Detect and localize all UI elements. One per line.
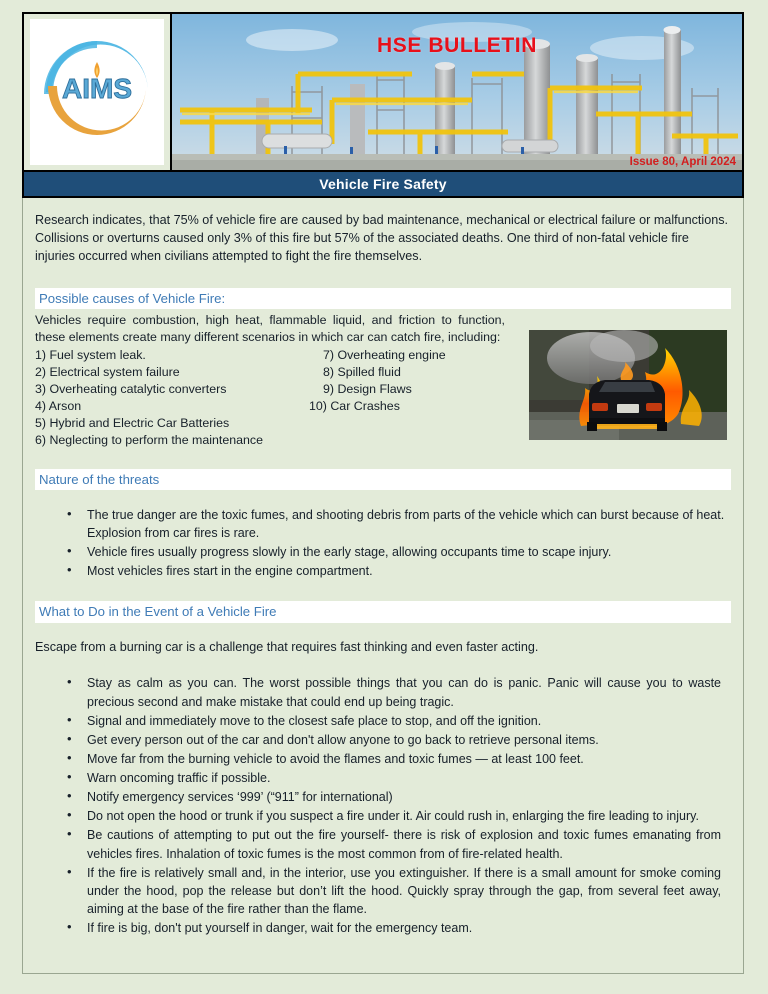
- cause-item: 6) Neglecting to perform the maintenance: [35, 432, 263, 447]
- cause-row: [35, 415, 530, 432]
- cause-item: 8) Spilled fluid: [323, 364, 401, 379]
- aims-logo: [30, 19, 164, 165]
- cause-item: 9) Design Flaws: [323, 381, 412, 396]
- action-bullet: • If the fire is relatively small and, in the interior, use you extinguisher. If there is a small amount for smoke coming under the hood, pop the release but don’t lift the hood. Quickly spray through the gap, from several feet away, aiming at the base of the fire rather than the flame.: [87, 864, 731, 918]
- burning-car-image: [529, 330, 727, 440]
- banner-title: HSE BULLETIN: [376, 34, 538, 57]
- action-bullet: • Warn oncoming traffic if possible.: [87, 769, 731, 787]
- action-bullet: • Move far from the burning vehicle to avoid the flames and toxic fumes — at least 100 feet.: [87, 750, 731, 768]
- causes-block: [35, 312, 731, 449]
- issue-label: Issue 80, April 2024: [629, 156, 736, 168]
- document-header: [22, 12, 744, 172]
- burning-car-icon: [529, 330, 727, 440]
- cause-row: [35, 364, 530, 381]
- action-bullet: • If fire is big, don't put yourself in danger, wait for the emergency team.: [87, 919, 731, 937]
- action-bullet: • Do not open the hood or trunk if you suspect a fire under it. Air could rush in, enlarging the fire leading to injury.: [87, 807, 731, 825]
- cause-item: 1) Fuel system leak.: [35, 347, 146, 362]
- threat-bullet: • The true danger are the toxic fumes, and shooting debris from parts of the vehicle which can burst because of heat. Explosion from car fires is rare.: [87, 506, 731, 542]
- cause-item: 5) Hybrid and Electric Car Batteries: [35, 415, 230, 430]
- action-bullet: • Be cautions of attempting to put out the fire yourself- there is risk of explosion and toxic fumes emanating from vehicles fires. Inhalation of toxic fumes is the most common from of fire-related health.: [87, 826, 731, 862]
- action-bullet: • Stay as calm as you can. The worst possible things that you can do is panic. Panic will cause you to waste precious second and make mistake that could end up being tragic.: [87, 674, 731, 710]
- cause-row: [35, 398, 530, 415]
- threat-bullet: • Vehicle fires usually progress slowly in the early stage, allowing occupants time to scape injury.: [87, 543, 731, 561]
- cause-item: 4) Arson: [35, 398, 82, 413]
- cause-item: 10) Car Crashes: [309, 398, 400, 413]
- action-bullet: • Notify emergency services ‘999’ (“911” for international): [87, 788, 731, 806]
- aims-logo-icon: [34, 26, 160, 158]
- cause-item: 2) Electrical system failure: [35, 364, 180, 379]
- intro-paragraph: Research indicates, that 75% of vehicle fire are caused by bad maintenance, mechanical or electrical failure or malfunctions. Collisions or overturns caused only 3% of this fire but 57% of the associated deaths. One third of non-fatal vehicle fire injuries occurred when civilians attempted to fight the fire themselves.: [35, 213, 729, 263]
- causes-text-block: [35, 312, 530, 449]
- section-heading-possible-causes: Possible causes of Vehicle Fire:: [35, 288, 731, 309]
- cause-item: 3) Overheating catalytic converters: [35, 381, 227, 396]
- cause-item: 7) Overheating engine: [323, 347, 446, 362]
- cause-row: [35, 432, 530, 449]
- action-bullet: • Signal and immediately move to the closest safe place to stop, and off the ignition.: [87, 712, 731, 730]
- cause-row: [35, 347, 530, 364]
- logo-cell: [24, 14, 172, 170]
- causes-numbered-list: [35, 347, 530, 449]
- actions-intro-paragraph: Escape from a burning car is a challenge that requires fast thinking and even faster acting.: [35, 639, 539, 654]
- causes-intro-paragraph: Vehicles require combustion, high heat, flammable liquid, and friction to function, these elements create many different scenarios in which car can catch fire, including:: [35, 312, 505, 344]
- section-heading-what-to-do: What to Do in the Event of a Vehicle Fire: [35, 601, 731, 622]
- actions-bullet-list: [35, 674, 731, 937]
- refinery-banner-image: [172, 14, 742, 170]
- bulletin-subject-title: Vehicle Fire Safety: [22, 172, 744, 198]
- section-heading-nature-of-threats: Nature of the threats: [35, 469, 731, 490]
- action-bullet: • Get every person out of the car and don't allow anyone to go back to retrieve personal items.: [87, 731, 731, 749]
- cause-row: [35, 381, 530, 398]
- bulletin-body: [23, 198, 743, 973]
- threats-bullet-list: [35, 506, 731, 581]
- threat-bullet: • Most vehicles fires start in the engine compartment.: [87, 562, 731, 580]
- aims-logo-text: AIMS: [62, 73, 132, 104]
